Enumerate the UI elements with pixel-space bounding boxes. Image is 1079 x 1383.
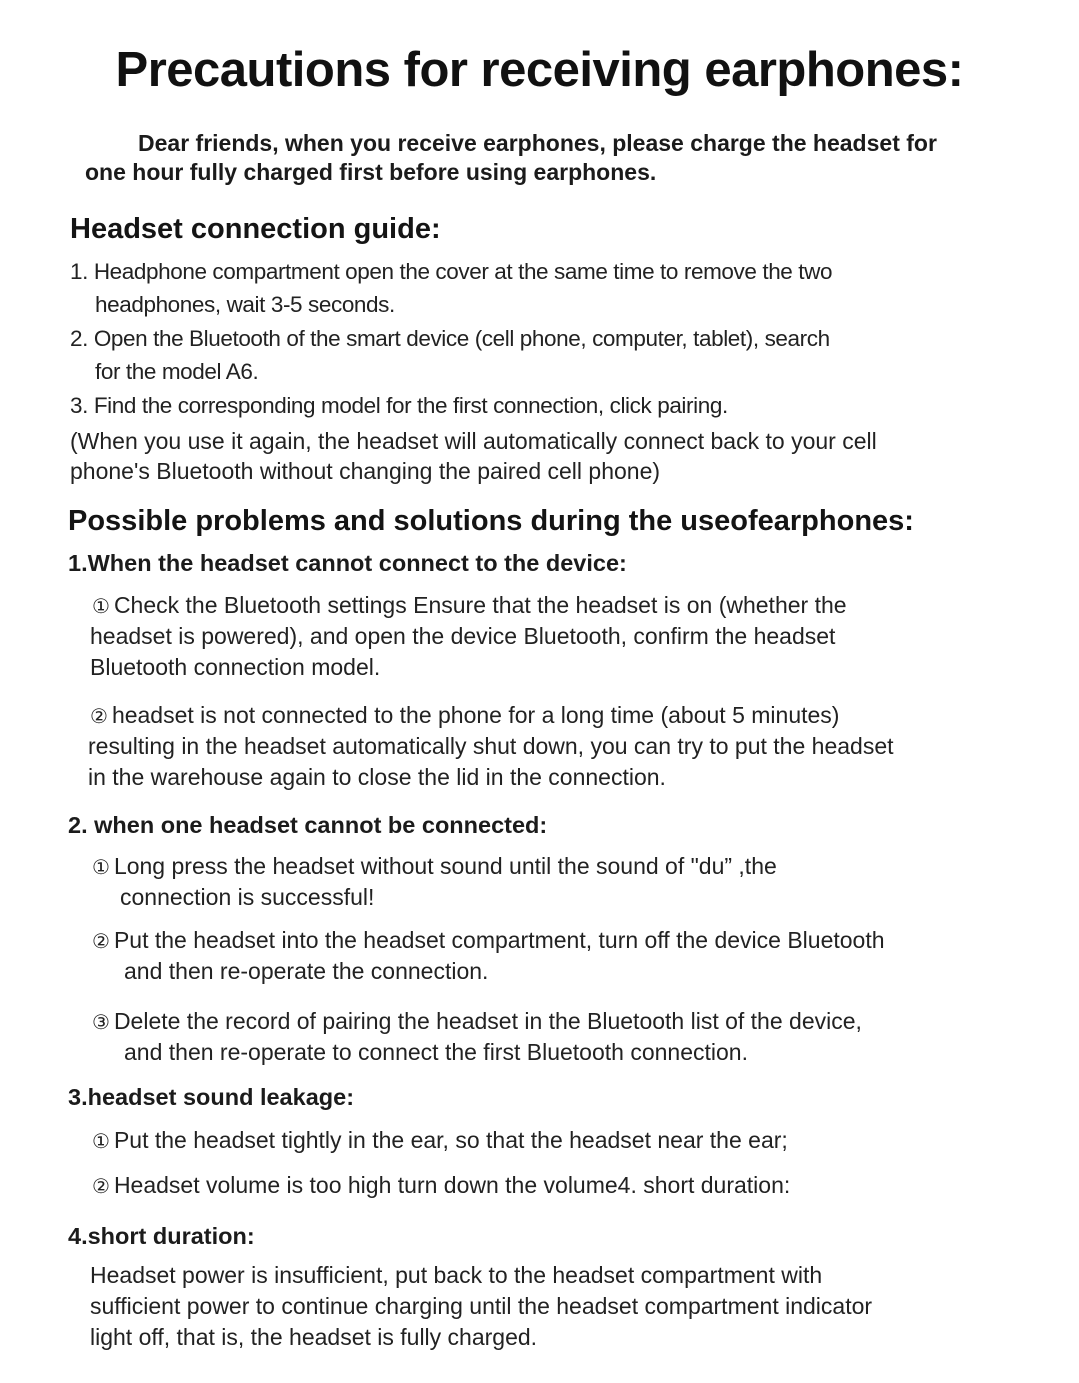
problem-4-line-1: Headset power is insufficient, put back to the headset compartment with <box>90 1262 823 1288</box>
problem-4-heading: 4.short duration: <box>68 1223 255 1249</box>
problem-1-item-2-line-3: in the warehouse again to close the lid in the connection. <box>88 764 666 790</box>
guide-note-line-2: phone's Bluetooth without changing the paired cell phone) <box>70 458 661 484</box>
circled-number-1: ① <box>92 855 110 879</box>
problem-4-line-3: light off, that is, the headset is fully charged. <box>90 1324 538 1350</box>
problem-1-heading: 1.When the headset cannot connect to the device: <box>68 550 627 576</box>
problem-1-item-2-line-2: resulting in the headset automatically shut down, you can try to put the headset <box>88 733 894 759</box>
circled-number-3: ③ <box>92 1010 110 1034</box>
problem-2-item-1-line-2: connection is successful! <box>120 884 375 910</box>
connection-guide-heading: Headset connection guide: <box>70 213 441 245</box>
intro-line-2: one hour fully charged first before using earphones. <box>85 159 657 185</box>
problem-3-item-2: ② Headset volume is too high turn down the volume4. short duration: <box>92 1172 791 1198</box>
problem-3-heading: 3.headset sound leakage: <box>68 1084 355 1110</box>
circled-number-1: ① <box>92 1129 110 1153</box>
guide-step-1-line-2: headphones, wait 3-5 seconds. <box>95 292 395 317</box>
guide-note-line-1: (When you use it again, the headset will automatically connect back to your cell <box>70 428 877 454</box>
circled-number-1: ① <box>92 594 110 618</box>
problem-2-item-1-line-1: ① Long press the headset without sound until the sound of "du” ,the <box>92 853 777 879</box>
problem-2-item-2-line-2: and then re-operate the connection. <box>124 958 489 984</box>
problem-2-item-3-line-2: and then re-operate to connect the first Bluetooth connection. <box>124 1039 748 1065</box>
problem-2-item-2-line-1: ② Put the headset into the headset compartment, turn off the device Bluetooth <box>92 927 885 953</box>
circled-number-2: ② <box>90 704 108 728</box>
circled-number-2: ② <box>92 1174 110 1198</box>
intro-line-1: Dear friends, when you receive earphones, please charge the headset for <box>138 130 937 156</box>
problem-1-item-2-line-1: ② headset is not connected to the phone for a long time (about 5 minutes) <box>90 702 840 728</box>
problem-2-heading: 2. when one headset cannot be connected: <box>68 812 548 838</box>
problem-2-item-3-line-1: ③ Delete the record of pairing the headset in the Bluetooth list of the device, <box>92 1008 862 1034</box>
problem-1-item-1-line-2: headset is powered), and open the device Bluetooth, confirm the headset <box>90 623 836 649</box>
problems-heading: Possible problems and solutions during the useofearphones: <box>68 505 914 537</box>
guide-step-1-line-1: 1. Headphone compartment open the cover at the same time to remove the two <box>70 259 833 284</box>
problem-1-item-1-line-3: Bluetooth connection model. <box>90 654 381 680</box>
guide-step-2-line-1: 2. Open the Bluetooth of the smart device (cell phone, computer, tablet), search <box>70 326 830 351</box>
guide-step-3: 3. Find the corresponding model for the first connection, click pairing. <box>70 393 728 418</box>
page-title: Precautions for receiving earphones: <box>115 43 964 97</box>
problem-1-item-1-line-1: ① Check the Bluetooth settings Ensure that the headset is on (whether the <box>92 592 847 618</box>
guide-step-2-line-2: for the model A6. <box>95 359 259 384</box>
problem-3-item-1: ① Put the headset tightly in the ear, so that the headset near the ear; <box>92 1127 788 1153</box>
circled-number-2: ② <box>92 929 110 953</box>
problem-4-line-2: sufficient power to continue charging until the headset compartment indicator <box>90 1293 873 1319</box>
